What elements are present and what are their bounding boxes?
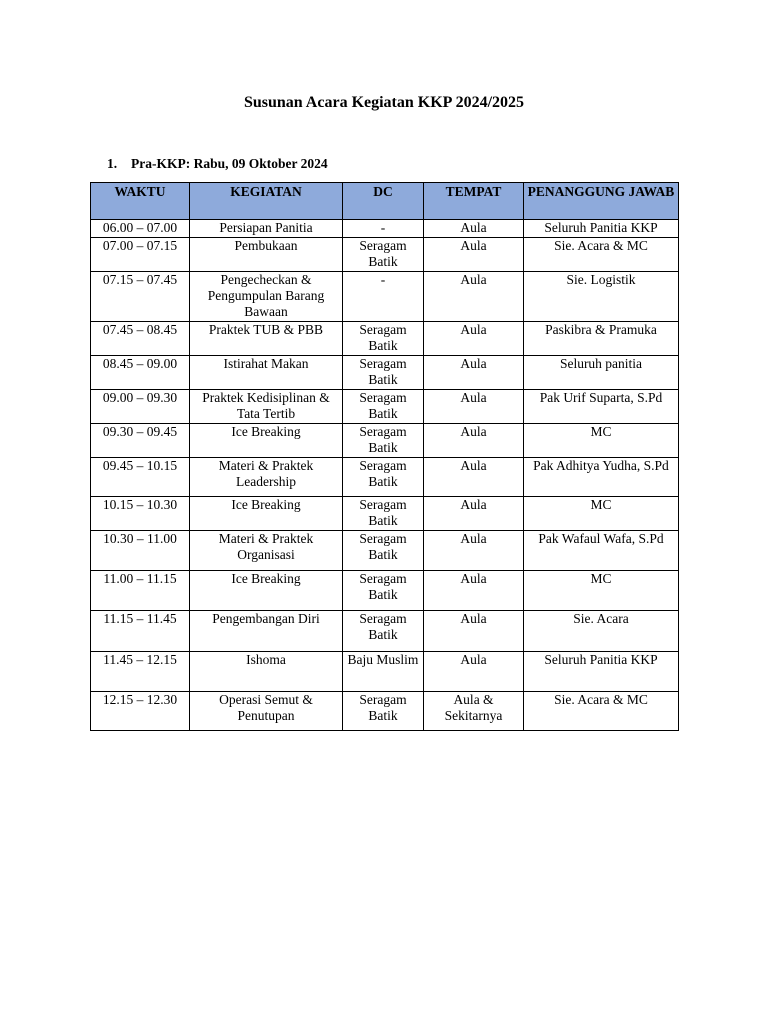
cell-dc: Baju Muslim [343,652,424,692]
section-heading [107,156,328,172]
cell-waktu: 09.45 – 10.15 [91,458,190,497]
cell-dc: Seragam Batik [343,531,424,571]
header-waktu: WAKTU [91,183,190,220]
cell-penanggung-jawab: Seluruh Panitia KKP [524,652,679,692]
cell-waktu: 06.00 – 07.00 [91,220,190,238]
cell-dc: Seragam Batik [343,571,424,611]
table-body [91,220,679,731]
table-row [91,531,679,571]
cell-kegiatan: Praktek Kedisiplinan & Tata Tertib [190,390,343,424]
cell-kegiatan: Ice Breaking [190,571,343,611]
cell-penanggung-jawab: Paskibra & Pramuka [524,322,679,356]
cell-waktu: 09.00 – 09.30 [91,390,190,424]
cell-tempat: Aula [424,322,524,356]
table-header-row [91,183,679,220]
cell-tempat: Aula [424,238,524,272]
cell-waktu: 10.30 – 11.00 [91,531,190,571]
cell-kegiatan: Istirahat Makan [190,356,343,390]
cell-waktu: 07.00 – 07.15 [91,238,190,272]
cell-tempat: Aula & Sekitarnya [424,692,524,731]
cell-tempat: Aula [424,272,524,322]
cell-tempat: Aula [424,571,524,611]
cell-dc: Seragam Batik [343,322,424,356]
table-row [91,571,679,611]
cell-penanggung-jawab: Seluruh Panitia KKP [524,220,679,238]
cell-tempat: Aula [424,497,524,531]
cell-kegiatan: Operasi Semut & Penutupan [190,692,343,731]
cell-tempat: Aula [424,424,524,458]
cell-penanggung-jawab: Pak Adhitya Yudha, S.Pd [524,458,679,497]
cell-penanggung-jawab: Sie. Acara & MC [524,238,679,272]
cell-tempat: Aula [424,356,524,390]
table-row [91,322,679,356]
header-penanggung-jawab: PENANGGUNG JAWAB [524,183,679,220]
cell-waktu: 07.45 – 08.45 [91,322,190,356]
cell-penanggung-jawab: Sie. Logistik [524,272,679,322]
cell-dc: Seragam Batik [343,424,424,458]
cell-kegiatan: Pembukaan [190,238,343,272]
cell-dc: Seragam Batik [343,611,424,652]
cell-kegiatan: Ice Breaking [190,424,343,458]
table-row [91,272,679,322]
cell-tempat: Aula [424,458,524,497]
cell-kegiatan: Materi & Praktek Organisasi [190,531,343,571]
cell-tempat: Aula [424,390,524,424]
cell-waktu: 07.15 – 07.45 [91,272,190,322]
cell-waktu: 09.30 – 09.45 [91,424,190,458]
header-dc: DC [343,183,424,220]
cell-penanggung-jawab: Sie. Acara [524,611,679,652]
document-title: Susunan Acara Kegiatan KKP 2024/2025 [243,94,525,111]
cell-tempat: Aula [424,611,524,652]
header-tempat: TEMPAT [424,183,524,220]
cell-dc: Seragam Batik [343,692,424,731]
cell-waktu: 11.15 – 11.45 [91,611,190,652]
cell-dc: - [343,220,424,238]
cell-waktu: 11.45 – 12.15 [91,652,190,692]
section-label: Pra-KKP: Rabu, 09 Oktober 2024 [131,156,328,171]
schedule-table [90,182,679,731]
table-row [91,220,679,238]
cell-penanggung-jawab: Pak Urif Suparta, S.Pd [524,390,679,424]
header-kegiatan: KEGIATAN [190,183,343,220]
cell-waktu: 08.45 – 09.00 [91,356,190,390]
cell-dc: Seragam Batik [343,390,424,424]
cell-penanggung-jawab: MC [524,424,679,458]
cell-waktu: 11.00 – 11.15 [91,571,190,611]
cell-kegiatan: Persiapan Panitia [190,220,343,238]
table-row [91,692,679,731]
section-number: 1. [107,156,118,171]
cell-waktu: 12.15 – 12.30 [91,692,190,731]
cell-tempat: Aula [424,220,524,238]
cell-kegiatan: Praktek TUB & PBB [190,322,343,356]
cell-penanggung-jawab: Sie. Acara & MC [524,692,679,731]
cell-kegiatan: Ishoma [190,652,343,692]
cell-kegiatan: Ice Breaking [190,497,343,531]
cell-kegiatan: Pengembangan Diri [190,611,343,652]
table-row [91,497,679,531]
cell-tempat: Aula [424,652,524,692]
table-row [91,356,679,390]
cell-penanggung-jawab: Pak Wafaul Wafa, S.Pd [524,531,679,571]
cell-penanggung-jawab: Seluruh panitia [524,356,679,390]
cell-dc: Seragam Batik [343,497,424,531]
cell-kegiatan: Pengecheckan & Pengumpulan Barang Bawaan [190,272,343,322]
table-row [91,652,679,692]
cell-dc: Seragam Batik [343,356,424,390]
cell-penanggung-jawab: MC [524,571,679,611]
cell-tempat: Aula [424,531,524,571]
table-row [91,238,679,272]
table-row [91,611,679,652]
cell-penanggung-jawab: MC [524,497,679,531]
cell-dc: - [343,272,424,322]
cell-waktu: 10.15 – 10.30 [91,497,190,531]
cell-kegiatan: Materi & Praktek Leadership [190,458,343,497]
cell-dc: Seragam Batik [343,238,424,272]
table-row [91,390,679,424]
table-row [91,424,679,458]
cell-dc: Seragam Batik [343,458,424,497]
table-row [91,458,679,497]
